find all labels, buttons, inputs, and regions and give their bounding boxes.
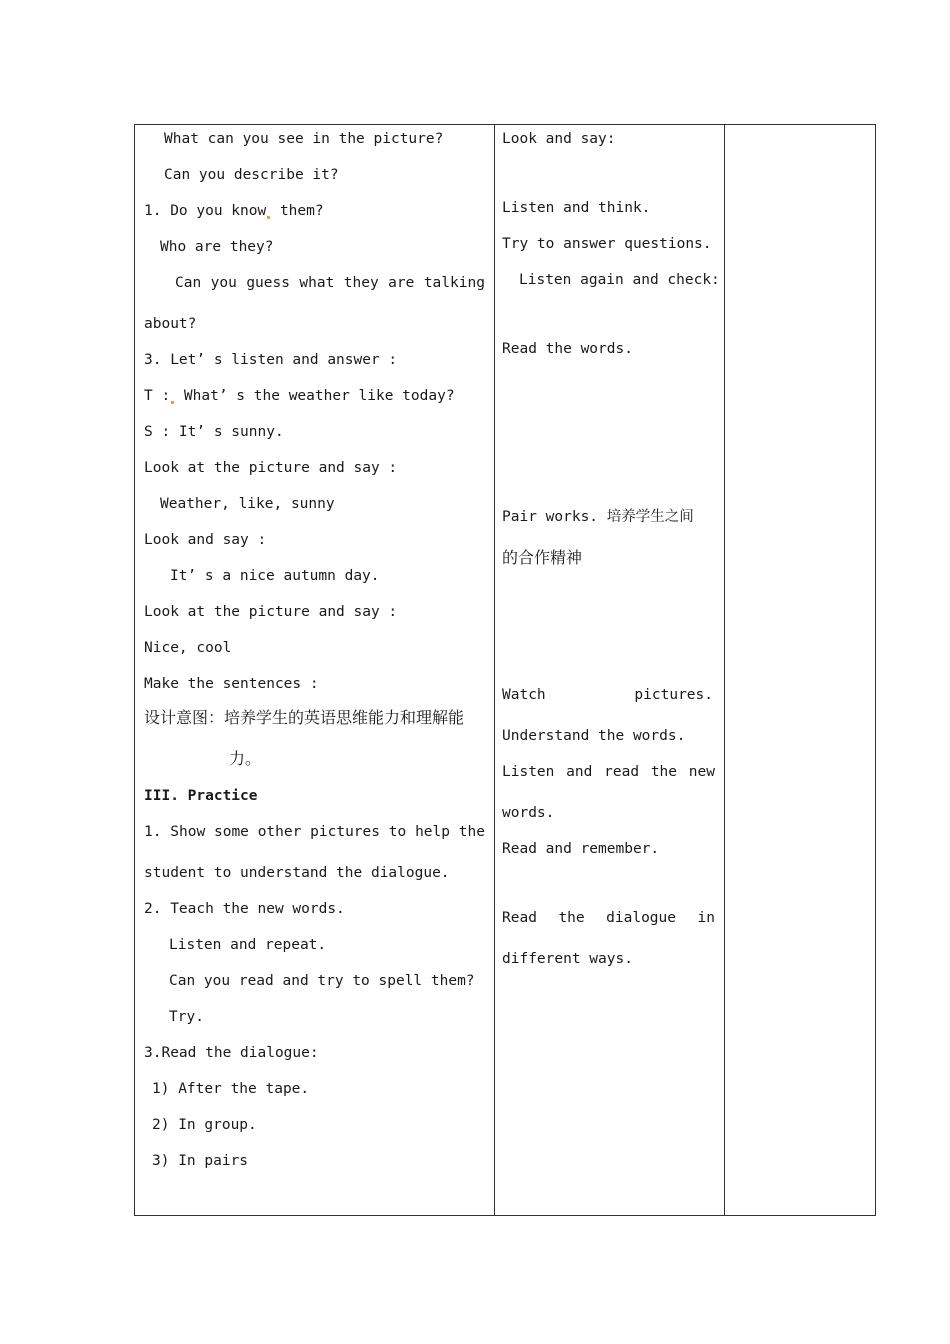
w: help — [415, 824, 450, 840]
w: Can — [175, 275, 202, 291]
left-line-17: 设计意图：培养学生的英语思维能力和理解能 — [144, 708, 465, 727]
column-divider-2 — [724, 125, 725, 1215]
mid-line-5: Read the words. — [502, 341, 633, 357]
left-line-24: Can you read and try to spell them? — [169, 973, 475, 989]
w: guess — [246, 275, 290, 291]
left-line-3b: them? — [271, 203, 324, 219]
left-line-8 — [144, 387, 455, 405]
w: dialogue — [606, 910, 676, 926]
w: Show — [170, 824, 206, 840]
left-line-15: Nice, cool — [144, 640, 232, 656]
left-line-28: 2) In group. — [152, 1117, 257, 1133]
left-line-5 — [175, 274, 485, 292]
left-line-12: Look and say : — [144, 532, 267, 548]
left-line-22: 2. Teach the new words. — [144, 901, 345, 917]
left-line-3 — [144, 202, 324, 220]
w: the — [558, 910, 585, 926]
w: and — [566, 764, 593, 780]
w: Watch — [502, 687, 546, 703]
w: pictures. — [634, 687, 713, 703]
left-line-6: about? — [144, 316, 197, 332]
w: other — [257, 824, 302, 840]
left-line-9: S : It’ s sunny. — [144, 424, 284, 440]
left-line-20 — [144, 823, 485, 841]
w: are — [388, 275, 415, 291]
left-line-29a: 3) In pa — [152, 1153, 222, 1169]
w: read — [604, 764, 640, 780]
left-line-4: Who are they? — [160, 239, 274, 255]
left-line-16: Make the sentences : — [144, 676, 319, 692]
mark-dot — [267, 216, 270, 219]
mid-line-7: 的合作精神 — [502, 548, 583, 567]
w: in — [697, 910, 715, 926]
left-line-25: Try. — [169, 1009, 204, 1025]
w: the — [650, 764, 678, 780]
left-line-3a: 1. Do you know — [144, 203, 267, 219]
mid-line-3: Try to answer questions. — [502, 236, 712, 252]
left-line-14: Look at the picture and say : — [144, 604, 398, 620]
left-line-18: 力。 — [229, 749, 262, 768]
w: to — [388, 824, 407, 840]
left-line-8b: What’ s the weather like today? — [175, 388, 455, 404]
mid-line-11: words. — [502, 805, 555, 821]
section-heading-practice: III. Practice — [144, 788, 258, 804]
mid-line-2: Listen and think. — [502, 200, 651, 216]
left-line-29 — [152, 1152, 248, 1170]
mid-line-8 — [502, 686, 713, 704]
left-line-13: It’ s a nice autumn day. — [170, 568, 380, 584]
w: talking — [423, 275, 485, 291]
mid-line-1: Look and say: — [502, 131, 616, 147]
w: Listen — [502, 764, 555, 780]
mid-line-4: Listen again and check: — [519, 272, 720, 288]
column-divider-1 — [494, 125, 495, 1215]
left-line-23: Listen and repeat. — [169, 937, 327, 953]
mid-line-9: Understand the words. — [502, 728, 686, 744]
mid-line-13 — [502, 909, 715, 927]
w: you — [210, 275, 237, 291]
left-line-21: student to understand the dialogue. — [144, 865, 450, 881]
mid-line-6: Pair works. 培养学生之间 — [502, 509, 694, 525]
w: new — [688, 764, 715, 780]
mark-dot — [171, 401, 174, 404]
w: pictures — [310, 824, 380, 840]
w: Read — [502, 910, 537, 926]
mid-line-10 — [502, 763, 715, 781]
left-line-29b: irs — [221, 1153, 249, 1169]
w: some — [213, 824, 249, 840]
left-line-7: 3. Let’ s listen and answer : — [144, 352, 398, 368]
w: they — [343, 275, 379, 291]
left-line-2: Can you describe it? — [164, 167, 339, 183]
mid-line-14: different ways. — [502, 951, 633, 967]
mid-line-12: Read and remember. — [502, 841, 660, 857]
left-line-8a: T : — [144, 388, 171, 404]
w: what — [299, 275, 335, 291]
left-line-11: Weather, like, sunny — [160, 496, 335, 512]
left-line-27: 1) After the tape. — [152, 1081, 310, 1097]
left-line-26: 3.Read the dialogue: — [144, 1045, 319, 1061]
left-line-1: What can you see in the picture? — [164, 131, 444, 147]
w: the — [458, 824, 485, 840]
left-line-10: Look at the picture and say : — [144, 460, 398, 476]
w: 1. — [144, 824, 162, 840]
